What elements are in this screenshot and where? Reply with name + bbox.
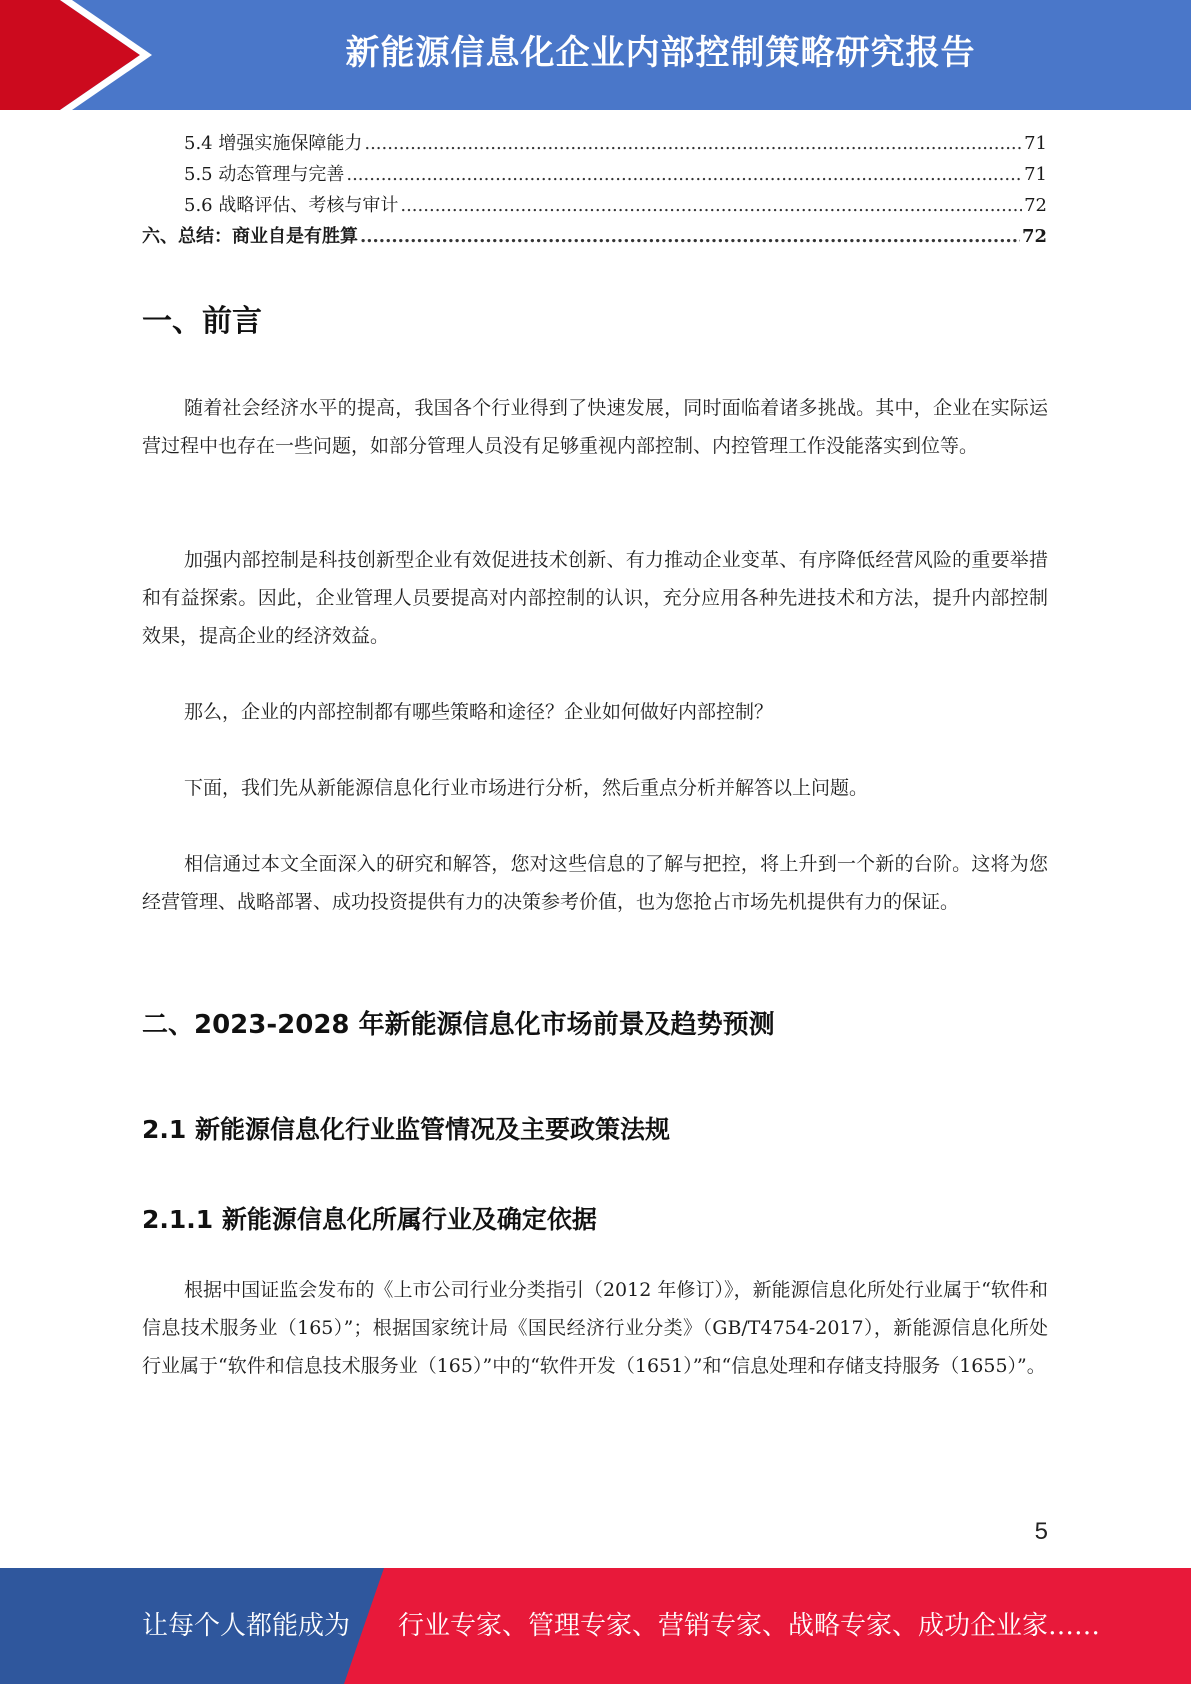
toc-entry-label: 六、总结：商业自是有胜算 bbox=[142, 226, 358, 247]
page-number: 5 bbox=[1034, 1518, 1048, 1545]
subsection-heading-2-1: 2.1 新能源信息化行业监管情况及主要政策法规 bbox=[142, 1115, 670, 1144]
toc-entry-page: 72 bbox=[1024, 195, 1047, 216]
body-paragraph: 相信通过本文全面深入的研究和解答，您对这些信息的了解与把控，将上升到一个新的台阶。这将为您经营管理、战略部署、成功投资提供有力的决策参考价值，也为您抢占市场先机提供有力的保证。 bbox=[142, 853, 1048, 913]
toc-entry[interactable] bbox=[142, 221, 1047, 252]
toc-entry-page: 71 bbox=[1024, 164, 1047, 185]
toc-entry-page: 71 bbox=[1024, 133, 1047, 154]
toc-entry-page: 72 bbox=[1021, 226, 1047, 247]
footer-slogan-left: 让每个人都能成为 bbox=[142, 1611, 351, 1641]
report-title: 新能源信息化企业内部控制策略研究报告 bbox=[345, 33, 976, 73]
page-header bbox=[0, 0, 1191, 110]
body-paragraph: 加强内部控制是科技创新型企业有效促进技术创新、有力推动企业变革、有序降低经营风险的重要举措和有益探索。因此，企业管理人员要提高对内部控制的认识，充分应用各种先进技术和方法，提升内部控制效果，提高企业的经济效益。 bbox=[142, 549, 1048, 647]
toc-entry[interactable] bbox=[142, 190, 1047, 221]
toc-entry-label: 5.4 增强实施保障能力 bbox=[184, 133, 363, 154]
section-heading-preface: 一、前言 bbox=[142, 304, 262, 339]
body-paragraph: 那么，企业的内部控制都有哪些策略和途径？企业如何做好内部控制？ bbox=[184, 701, 774, 723]
section-heading-forecast: 二、2023-2028 年新能源信息化市场前景及趋势预测 bbox=[142, 1010, 775, 1040]
toc-entry[interactable] bbox=[142, 159, 1047, 190]
toc-leader-dots bbox=[364, 128, 1022, 159]
toc-entry-label: 5.6 战略评估、考核与审计 bbox=[184, 195, 399, 216]
footer-slogan-right: 行业专家、管理专家、营销专家、战略专家、成功企业家…… bbox=[398, 1611, 1101, 1641]
body-paragraph: 根据中国证监会发布的《上市公司行业分类指引（2012 年修订）》，新能源信息化所处行业属于“软件和信息技术服务业（165）”；根据国家统计局《国民经济行业分类》（GB/T4754-2017），新能源信息化所处行业属于“软件和信息技术服务业（165）”中的“软件开发（1651）”和“信息处理和存储支持服务（1655）”。 bbox=[142, 1279, 1048, 1377]
toc-entry[interactable] bbox=[142, 128, 1047, 159]
toc-leader-dots bbox=[360, 221, 1020, 252]
table-of-contents bbox=[142, 128, 1047, 252]
body-paragraph: 下面，我们先从新能源信息化行业市场进行分析，然后重点分析并解答以上问题。 bbox=[184, 777, 869, 799]
body-paragraph: 随着社会经济水平的提高，我国各个行业得到了快速发展，同时面临着诸多挑战。其中，企业在实际运营过程中也存在一些问题，如部分管理人员没有足够重视内部控制、内控管理工作没能落实到位等。 bbox=[142, 397, 1048, 457]
subsection-heading-2-1-1: 2.1.1 新能源信息化所属行业及确定依据 bbox=[142, 1205, 597, 1234]
toc-entry-label: 5.5 动态管理与完善 bbox=[184, 164, 345, 185]
page-footer bbox=[0, 1568, 1191, 1684]
toc-leader-dots bbox=[346, 159, 1022, 190]
toc-leader-dots bbox=[400, 190, 1022, 221]
